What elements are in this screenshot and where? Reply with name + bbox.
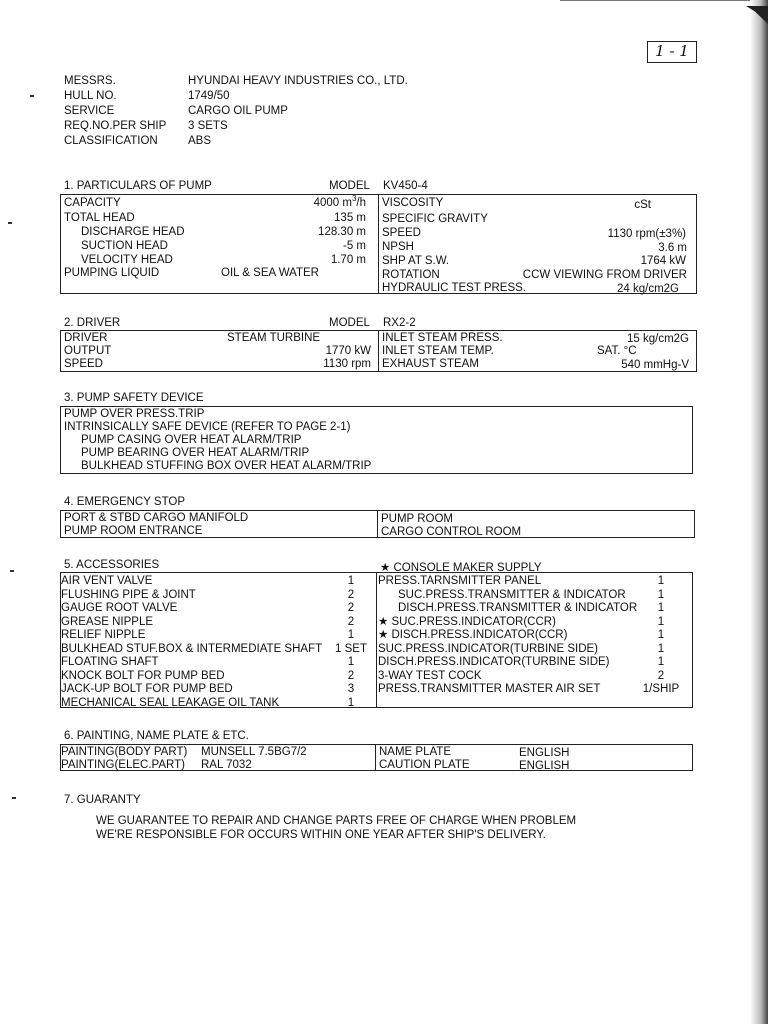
viscosity-value: cSt — [634, 199, 651, 211]
driver-label: DRIVER — [64, 332, 108, 344]
accessory-label: DISCH.PRESS.INDICATOR(TURBINE SIDE) — [378, 656, 610, 668]
suction-head-label: SUCTION HEAD — [81, 240, 168, 252]
driver-speed-label: SPEED — [64, 358, 103, 370]
specific-gravity-value — [511, 212, 686, 226]
caution-plate-value: ENGLISH — [519, 760, 570, 772]
shp-value: 1764 kW — [640, 255, 686, 267]
console-maker-note: ★ CONSOLE MAKER SUPPLY — [380, 562, 542, 574]
pumping-liquid-value: OIL & SEA WATER — [221, 267, 319, 279]
column-divider — [377, 511, 378, 537]
accessory-label: ★ SUC.PRESS.INDICATOR(CCR) — [378, 615, 556, 628]
accessory-label: BULKHEAD STUF.BOX & INTERMEDIATE SHAFT — [61, 642, 323, 655]
guaranty-line: WE GUARANTEE TO REPAIR AND CHANGE PARTS FREE OF CHARGE WHEN PROBLEM — [96, 815, 577, 827]
accessory-qty: 1/SHIP — [642, 683, 680, 695]
header-value-hull: 1749/50 — [188, 90, 230, 102]
section-3-title: 3. PUMP SAFETY DEVICE — [64, 392, 204, 404]
header-label-class: CLASSIFICATION — [64, 135, 158, 147]
inlet-press-label: INLET STEAM PRESS. — [382, 332, 503, 344]
shp-label: SHP AT S.W. — [382, 255, 450, 267]
accessory-label: MECHANICAL SEAL LEAKAGE OIL TANK — [61, 696, 280, 709]
section-1-model-label: MODEL — [329, 180, 370, 192]
driver-table — [60, 330, 697, 372]
accessory-qty: 2 — [347, 602, 355, 614]
capacity-value: 4000 $m^3/h$ — [313, 194, 366, 209]
npsh-value: 3.6 m — [658, 242, 687, 254]
column-divider — [378, 331, 379, 371]
accessory-label: JACK-UP BOLT FOR PUMP BED — [61, 683, 233, 695]
column-divider — [375, 745, 376, 770]
accessory-label: KNOCK BOLT FOR PUMP BED — [61, 669, 225, 682]
accessory-qty: 1 — [657, 615, 665, 628]
test-press-label: HYDRAULIC TEST PRESS. — [382, 282, 527, 294]
accessory-qty: 1 — [347, 575, 355, 587]
estop-right-item: PUMP ROOM — [381, 513, 453, 525]
accessory-qty: 1 — [347, 656, 355, 668]
accessory-qty: 1 — [657, 642, 665, 655]
accessory-qty: 1 — [657, 602, 665, 614]
page-number-box: 1 - 1 — [647, 41, 697, 63]
accessory-qty: 2 — [657, 669, 665, 682]
header-value-service: CARGO OIL PUMP — [188, 105, 288, 117]
rotation-label: ROTATION — [382, 269, 440, 281]
header-label-hull: HULL NO. — [64, 90, 117, 102]
header-label-req: REQ.NO.PER SHIP — [64, 120, 167, 132]
section-1-model: KV450-4 — [383, 180, 428, 192]
section-5-title: 5. ACCESSORIES — [64, 559, 160, 571]
scan-top-edge — [560, 0, 768, 5]
accessory-qty: 2 — [347, 669, 355, 682]
accessory-qty: 1 — [657, 588, 665, 601]
header-label-service: SERVICE — [64, 105, 115, 117]
caution-plate-label: CAUTION PLATE — [379, 759, 470, 771]
pumping-liquid-label: PUMPING LIQUID — [64, 267, 160, 279]
painting-body-label: PAINTING(BODY PART) — [61, 746, 188, 758]
scan-speck — [8, 222, 12, 224]
section-6-title: 6. PAINTING, NAME PLATE & ETC. — [64, 730, 249, 742]
painting-table — [60, 744, 693, 771]
accessory-label: FLUSHING PIPE & JOINT — [61, 588, 196, 601]
name-plate-label: NAME PLATE — [379, 746, 451, 758]
discharge-head-value: 128.30 m — [318, 226, 366, 238]
accessory-label: AIR VENT VALVE — [61, 575, 153, 587]
scan-speck — [30, 95, 34, 97]
estop-right-item: CARGO CONTROL ROOM — [381, 526, 522, 538]
inlet-temp-label: INLET STEAM TEMP. — [382, 345, 494, 357]
painting-elec-value: RAL 7032 — [201, 759, 252, 771]
accessory-label: 3-WAY TEST COCK — [378, 669, 482, 682]
accessories-table — [60, 572, 693, 708]
safety-item: PUMP CASING OVER HEAT ALARM/TRIP — [81, 434, 302, 446]
output-value: 1770 kW — [325, 345, 371, 357]
accessory-qty: 1 SET — [335, 642, 367, 655]
accessory-label: SUC.PRESS.TRANSMITTER & INDICATOR — [398, 588, 626, 601]
suction-head-value: -5 m — [343, 240, 366, 252]
section-2-model-label: MODEL — [329, 317, 370, 329]
header-value-req: 3 SETS — [188, 120, 228, 132]
safety-device-table — [60, 406, 693, 474]
rotation-value: CCW VIEWING FROM DRIVER — [522, 269, 687, 281]
safety-item: BULKHEAD STUFFING BOX OVER HEAT ALARM/TRIP — [81, 460, 372, 472]
name-plate-value: ENGLISH — [519, 747, 570, 759]
section-7-title: 7. GUARANTY — [64, 794, 141, 806]
scan-speck — [10, 570, 14, 572]
column-divider — [378, 195, 379, 293]
column-divider — [376, 573, 377, 707]
pump-particulars-table — [60, 194, 697, 294]
accessory-label: SUC.PRESS.INDICATOR(TURBINE SIDE) — [378, 642, 599, 655]
safety-item: PUMP OVER PRESS.TRIP — [64, 408, 205, 420]
accessory-label: DISCH.PRESS.TRANSMITTER & INDICATOR — [398, 602, 638, 614]
accessory-qty: 3 — [347, 683, 355, 695]
accessory-label: PRESS.TARNSMITTER PANEL — [378, 575, 542, 587]
header-label-messrs: MESSRS. — [64, 75, 116, 87]
test-press-value: 24 kg/cm2G — [617, 283, 679, 295]
accessory-qty: 1 — [347, 696, 355, 709]
accessory-qty: 2 — [347, 588, 355, 601]
accessory-qty: 1 — [657, 629, 665, 641]
painting-body-value: MUNSELL 7.5BG7/2 — [201, 746, 307, 758]
painting-elec-label: PAINTING(ELEC.PART) — [61, 759, 185, 771]
accessory-label: PRESS.TRANSMITTER MASTER AIR SET — [378, 683, 601, 695]
accessory-qty: 1 — [657, 575, 665, 587]
discharge-head-label: DISCHARGE HEAD — [81, 226, 185, 238]
accessory-qty: 2 — [347, 615, 355, 628]
viscosity-label: VISCOSITY — [382, 197, 444, 209]
npsh-label: NPSH — [382, 241, 414, 253]
safety-item: PUMP BEARING OVER HEAT ALARM/TRIP — [81, 447, 310, 459]
section-4-title: 4. EMERGENCY STOP — [64, 496, 185, 508]
estop-left-item: PUMP ROOM ENTRANCE — [64, 525, 203, 537]
velocity-head-label: VELOCITY HEAD — [81, 254, 173, 266]
accessory-label: FLOATING SHAFT — [61, 656, 159, 668]
header-value-messrs: HYUNDAI HEAVY INDUSTRIES CO., LTD. — [188, 75, 408, 87]
guaranty-line: WE'RE RESPONSIBLE FOR OCCURS WITHIN ONE YEAR AFTER SHIP'S DELIVERY. — [96, 829, 546, 841]
total-head-value: 135 m — [334, 212, 366, 224]
section-2-model: RX2-2 — [383, 317, 416, 329]
driver-value: STEAM TURBINE — [227, 332, 321, 344]
capacity-label: CAPACITY — [64, 197, 121, 209]
emergency-stop-table — [60, 510, 695, 538]
inlet-temp-value: SAT. °C — [597, 345, 637, 357]
scan-speck — [12, 797, 16, 799]
section-2-title: 2. DRIVER — [64, 317, 121, 329]
exhaust-label: EXHAUST STEAM — [382, 358, 479, 370]
accessory-label: ★ DISCH.PRESS.INDICATOR(CCR) — [378, 629, 568, 641]
accessory-label: RELIEF NIPPLE — [61, 629, 146, 641]
driver-speed-value: 1130 rpm — [323, 358, 371, 370]
exhaust-value: 540 mmHg-V — [621, 359, 689, 371]
speed-value: 1130 rpm(±3%) — [607, 228, 686, 240]
accessory-label: GAUGE ROOT VALVE — [61, 602, 178, 614]
total-head-label: TOTAL HEAD — [64, 212, 135, 224]
accessory-label: GREASE NIPPLE — [61, 615, 154, 628]
velocity-head-value: 1.70 m — [330, 254, 366, 266]
inlet-press-value: 15 kg/cm2G — [627, 333, 689, 345]
output-label: OUTPUT — [64, 345, 112, 357]
scan-right-edge — [750, 0, 768, 1024]
specific-gravity-label: SPECIFIC GRAVITY — [382, 213, 488, 225]
header-value-class: ABS — [188, 135, 212, 147]
accessory-qty: 1 — [347, 629, 355, 641]
accessory-qty: 1 — [657, 656, 665, 668]
speed-label: SPEED — [382, 227, 421, 239]
section-1-title: 1. PARTICULARS OF PUMP — [64, 180, 212, 192]
safety-item: INTRINSICALLY SAFE DEVICE (REFER TO PAGE 2-1) — [64, 421, 351, 433]
estop-left-item: PORT & STBD CARGO MANIFOLD — [64, 512, 249, 524]
